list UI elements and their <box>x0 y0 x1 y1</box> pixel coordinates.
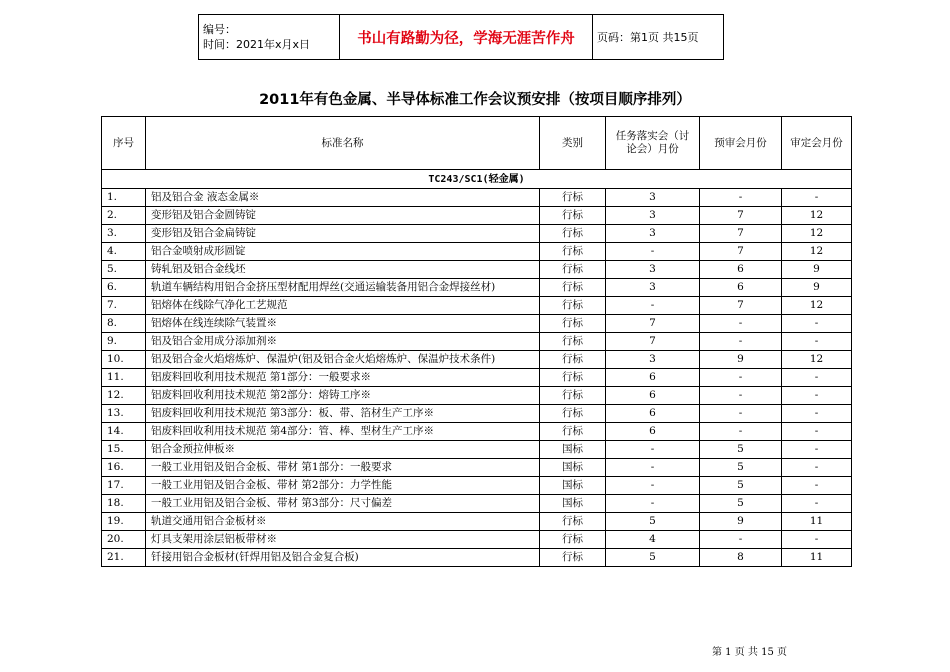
cell-no: 21. <box>102 549 146 567</box>
cell-no: 8. <box>102 315 146 333</box>
header-meta <box>199 15 340 60</box>
cell-final: 12 <box>782 297 852 315</box>
cell-final: 12 <box>782 207 852 225</box>
cell-final: - <box>782 315 852 333</box>
number-label: 编号： <box>203 23 236 36</box>
cell-task: - <box>606 297 700 315</box>
cell-pre: 9 <box>700 513 782 531</box>
cell-pre: - <box>700 189 782 207</box>
cell-final: 9 <box>782 279 852 297</box>
document-header <box>198 14 724 60</box>
cell-pre: 7 <box>700 207 782 225</box>
table-row <box>102 477 852 495</box>
cell-no: 3. <box>102 225 146 243</box>
cell-pre: 7 <box>700 297 782 315</box>
table-row <box>102 459 852 477</box>
cell-type: 国标 <box>540 441 606 459</box>
cell-type: 国标 <box>540 495 606 513</box>
cell-type: 行标 <box>540 405 606 423</box>
cell-type: 行标 <box>540 513 606 531</box>
cell-type: 行标 <box>540 225 606 243</box>
cell-final: - <box>782 441 852 459</box>
cell-task: 3 <box>606 279 700 297</box>
cell-pre: - <box>700 333 782 351</box>
cell-pre: 8 <box>700 549 782 567</box>
cell-type: 行标 <box>540 297 606 315</box>
cell-final: 11 <box>782 549 852 567</box>
table-header-row <box>102 117 852 170</box>
table-row <box>102 549 852 567</box>
cell-final: 11 <box>782 513 852 531</box>
cell-task: 5 <box>606 549 700 567</box>
cell-no: 17. <box>102 477 146 495</box>
cell-task: 6 <box>606 423 700 441</box>
cell-name: 铝及铝合金火焰熔炼炉、保温炉(铝及铝合金火焰熔炼炉、保温炉技术条件) <box>146 351 540 369</box>
cell-final: 9 <box>782 261 852 279</box>
cell-pre: 7 <box>700 225 782 243</box>
page-footer: 第 1 页 共 15 页 <box>712 647 787 658</box>
cell-final: - <box>782 459 852 477</box>
table-row <box>102 189 852 207</box>
cell-no: 10. <box>102 351 146 369</box>
cell-type: 国标 <box>540 477 606 495</box>
cell-no: 19. <box>102 513 146 531</box>
cell-type: 行标 <box>540 333 606 351</box>
cell-type: 行标 <box>540 351 606 369</box>
cell-name: 铝熔体在线除气净化工艺规范 <box>146 297 540 315</box>
cell-task: 7 <box>606 333 700 351</box>
cell-name: 铝及铝合金用成分添加剂※ <box>146 333 540 351</box>
cell-name: 一般工业用铝及铝合金板、带材 第3部分：尺寸偏差 <box>146 495 540 513</box>
cell-no: 20. <box>102 531 146 549</box>
cell-final: 12 <box>782 225 852 243</box>
cell-pre: - <box>700 405 782 423</box>
cell-final: - <box>782 531 852 549</box>
cell-pre: 5 <box>700 477 782 495</box>
cell-no: 14. <box>102 423 146 441</box>
cell-name: 铝合金预拉伸板※ <box>146 441 540 459</box>
cell-pre: 5 <box>700 495 782 513</box>
cell-type: 行标 <box>540 423 606 441</box>
table-row <box>102 279 852 297</box>
cell-name: 钎接用铝合金板材(钎焊用铝及铝合金复合板) <box>146 549 540 567</box>
cell-task: 5 <box>606 513 700 531</box>
table-row <box>102 333 852 351</box>
table-row <box>102 387 852 405</box>
cell-type: 国标 <box>540 459 606 477</box>
cell-task: - <box>606 459 700 477</box>
cell-type: 行标 <box>540 387 606 405</box>
cell-type: 行标 <box>540 315 606 333</box>
column-header: 类别 <box>540 117 606 170</box>
cell-task: 3 <box>606 351 700 369</box>
table-row <box>102 531 852 549</box>
cell-type: 行标 <box>540 549 606 567</box>
cell-no: 13. <box>102 405 146 423</box>
cell-no: 15. <box>102 441 146 459</box>
table-row <box>102 369 852 387</box>
cell-name: 变形铝及铝合金圆铸锭 <box>146 207 540 225</box>
table-row <box>102 225 852 243</box>
motto: 书山有路勤为径，学海无涯苦作舟 <box>340 15 593 60</box>
cell-name: 铸轧铝及铝合金线坯 <box>146 261 540 279</box>
cell-final: - <box>782 477 852 495</box>
column-header: 预审会月份 <box>700 117 782 170</box>
table-row <box>102 441 852 459</box>
cell-name: 变形铝及铝合金扁铸锭 <box>146 225 540 243</box>
cell-name: 铝合金喷射成形圆锭 <box>146 243 540 261</box>
cell-task: - <box>606 477 700 495</box>
cell-name: 一般工业用铝及铝合金板、带材 第2部分：力学性能 <box>146 477 540 495</box>
cell-task: 6 <box>606 369 700 387</box>
cell-no: 4. <box>102 243 146 261</box>
cell-no: 6. <box>102 279 146 297</box>
cell-name: 轨道车辆结构用铝合金挤压型材配用焊丝(交通运输装备用铝合金焊接丝材) <box>146 279 540 297</box>
table-row <box>102 297 852 315</box>
table-row <box>102 261 852 279</box>
cell-final: - <box>782 369 852 387</box>
cell-name: 铝熔体在线连续除气装置※ <box>146 315 540 333</box>
cell-type: 行标 <box>540 261 606 279</box>
table-row <box>102 513 852 531</box>
cell-no: 18. <box>102 495 146 513</box>
cell-task: 7 <box>606 315 700 333</box>
cell-type: 行标 <box>540 207 606 225</box>
cell-pre: - <box>700 369 782 387</box>
cell-no: 5. <box>102 261 146 279</box>
cell-type: 行标 <box>540 531 606 549</box>
cell-task: 3 <box>606 225 700 243</box>
cell-pre: - <box>700 423 782 441</box>
section-label: TC243/SC1(轻金属) <box>102 170 852 189</box>
cell-final: - <box>782 423 852 441</box>
column-header: 标准名称 <box>146 117 540 170</box>
cell-name: 铝废料回收利用技术规范 第3部分：板、带、箔材生产工序※ <box>146 405 540 423</box>
cell-name: 铝废料回收利用技术规范 第4部分：管、棒、型材生产工序※ <box>146 423 540 441</box>
table-row <box>102 423 852 441</box>
cell-name: 铝废料回收利用技术规范 第1部分：一般要求※ <box>146 369 540 387</box>
cell-final: 12 <box>782 243 852 261</box>
cell-name: 铝及铝合金 液态金属※ <box>146 189 540 207</box>
column-header: 序号 <box>102 117 146 170</box>
cell-final: - <box>782 333 852 351</box>
cell-name: 灯具支架用涂层铝板带材※ <box>146 531 540 549</box>
time-label: 时间：2021年x月x日 <box>203 38 311 51</box>
cell-no: 11. <box>102 369 146 387</box>
cell-task: 6 <box>606 405 700 423</box>
table-row <box>102 315 852 333</box>
cell-pre: 6 <box>700 261 782 279</box>
cell-final: - <box>782 189 852 207</box>
cell-final: - <box>782 405 852 423</box>
document-title: 2011年有色金属、半导体标准工作会议预安排（按项目顺序排列） <box>259 92 691 108</box>
cell-task: - <box>606 495 700 513</box>
cell-type: 行标 <box>540 279 606 297</box>
cell-task: 3 <box>606 207 700 225</box>
cell-pre: 7 <box>700 243 782 261</box>
cell-task: 3 <box>606 261 700 279</box>
cell-no: 9. <box>102 333 146 351</box>
cell-name: 轨道交通用铝合金板材※ <box>146 513 540 531</box>
column-header: 审定会月份 <box>782 117 852 170</box>
cell-pre: - <box>700 315 782 333</box>
cell-pre: 5 <box>700 459 782 477</box>
table-row <box>102 495 852 513</box>
cell-pre: 9 <box>700 351 782 369</box>
cell-type: 行标 <box>540 369 606 387</box>
column-header: 任务落实会（讨论会）月份 <box>606 117 700 170</box>
cell-task: 4 <box>606 531 700 549</box>
cell-pre: 5 <box>700 441 782 459</box>
cell-task: 6 <box>606 387 700 405</box>
cell-task: - <box>606 441 700 459</box>
cell-no: 16. <box>102 459 146 477</box>
cell-no: 1. <box>102 189 146 207</box>
cell-final: - <box>782 387 852 405</box>
cell-pre: - <box>700 531 782 549</box>
section-row <box>102 170 852 189</box>
cell-final: 12 <box>782 351 852 369</box>
table-row <box>102 207 852 225</box>
cell-name: 铝废料回收利用技术规范 第2部分：熔铸工序※ <box>146 387 540 405</box>
cell-final: - <box>782 495 852 513</box>
schedule-table <box>101 116 852 567</box>
cell-task: 3 <box>606 189 700 207</box>
table-row <box>102 405 852 423</box>
table-row <box>102 351 852 369</box>
cell-type: 行标 <box>540 189 606 207</box>
cell-name: 一般工业用铝及铝合金板、带材 第1部分：一般要求 <box>146 459 540 477</box>
cell-no: 12. <box>102 387 146 405</box>
cell-task: - <box>606 243 700 261</box>
cell-pre: 6 <box>700 279 782 297</box>
cell-type: 行标 <box>540 243 606 261</box>
page-info: 页码：第1页 共15页 <box>593 15 724 60</box>
cell-no: 7. <box>102 297 146 315</box>
cell-pre: - <box>700 387 782 405</box>
cell-no: 2. <box>102 207 146 225</box>
table-row <box>102 243 852 261</box>
